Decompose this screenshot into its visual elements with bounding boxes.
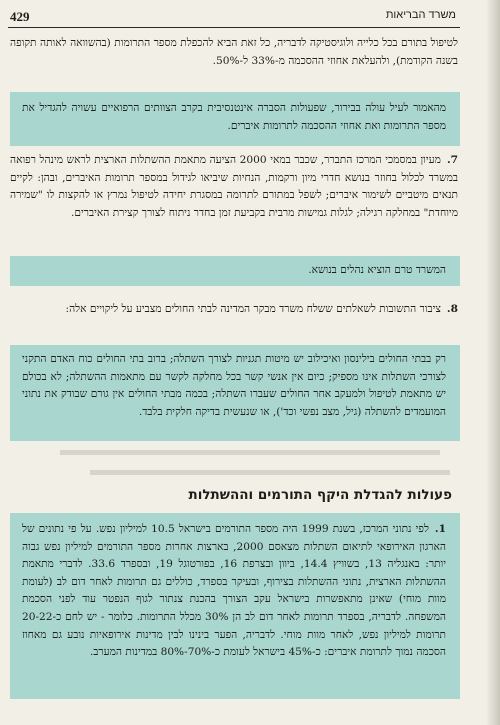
finding-7-text: מעיון במסמכי המרכז התברר, שכבר במאי 2000 הציעה מתאמת ההשתלות הארצית לראש מינהל רפואה במשרד לכלול בחוזר בנושא חדרי מיון ורקמות, הנחיות שיביאו לגידול במספר תרומות האיברים, ובהן: לקיים תנאים מיטביים לשימור איברים; לשפל במתורם לתרומה במסגרת יחידה לטיפול נמרץ או להקצות לו "שמירה מיוחדת" במחלקה רגילה; לגלות גמישות מרבית בקביעת זמן בחדר ניתוח לצורך קצירת האיברים.	[10, 154, 458, 219]
intro-paragraph: לטיפול בתורם בכל כלייה ולוגיסטיקה לדבריה, כל זאת הביא להכפלת מספר התרומות (בהשוואה לאותה תקופה בשנה הקודמת), ולהעלאת אחוזי ההסכמה מ-33% ל-50%.	[10, 37, 458, 67]
callout-box-3	[10, 345, 460, 441]
page-gutter-shadow	[486, 0, 500, 725]
callout-box-4	[10, 513, 460, 699]
callout-box-2-text: המשרד טרם הוציא נהלים בנושא.	[308, 264, 446, 276]
callout-box-3-text: רק בבתי החולים בילינסון ואיכילוב יש מיטות תגניות לצורך השתלה; ברוב בתי החולים כוח האדם התקני לצורכי השתלות אינו מספיק; כיום אין אנשי קשר בכל מחלקה לקשר עם מתאמות ההשתלה; לא בכולם יש מתאמת לטיפול ולמעקב אחר החולים שעברו השתלה; בכמה מבתי החולים אין גורם שבודק את נתוני המועמדים להשתלה (גיל, מצב נפשי וכד'), או שנעשית בדיקה חלקית בלבד.	[22, 353, 446, 418]
finding-8-text: ציבור התשובות לשאלתים ששלח משרד מבקר המדינה לבתי החולים מצביע על ליקויים אלה:	[65, 303, 441, 315]
finding-7	[10, 152, 458, 222]
finding-8-number: 8.	[446, 303, 458, 315]
running-header: משרד הבריאות	[385, 9, 456, 21]
callout-box-4-text: לפי נתוני המרכז, בשנת 1999 היה מספר התורמים בישראל 10.5 למיליון נפש. על פי נתונים של הארגון האירופאי לתיאום השתלות מצאסם 2000, בארצות אחרות מספר התורמים למיליון נפש גבוה יותר: באנגליה 13, בשוויץ 14.4, ביוון ובצרפת 16, בפורטוגל 19, ובספרד 33.6. לדברי מתאמת ההשתלות הארצית, נתוני ההשתלות בצירוף, ובעיקר בספרד, כוללים גם תרומות לאחר דום לב (לעומת מוות מוחי) שאינן מתאפשרות בישראל עקב הצורך בהכנת צנתור לגוף הנפטר עוד לפני הסכמת המשפחה. לדבריה, בספרד תרומות לאחר דום לב הן 30% מכלל התרומות. כלומר - יש לחם כ-20-22 תרומות למיליון נפש, לאחר מוות מוחי. לדבריה, הפער בינינו לבין מדינות אירופאיות נובע גם מאחוז הסכמה נמוך לתרומת איברים: כ-45% בישראל לעומת כ-70%-80% במדינות המערב.	[22, 523, 446, 659]
callout-box-1-text: מהאמור לעיל עולה בבירור, שפעולות הסברה אינטנסיבית בקרב הצוותים הרפואיים עשויה להגדיל את מספר התרומות ואת אחוזי ההסכמה לתרומות איברים.	[22, 102, 446, 132]
page-number: 429	[10, 9, 30, 24]
show-through-line	[90, 470, 450, 475]
show-through-line	[60, 450, 440, 455]
callout-box-1	[10, 92, 460, 146]
callout-box-4-number: 1.	[434, 523, 446, 535]
finding-7-number: 7.	[446, 154, 459, 166]
header-rule	[8, 27, 460, 28]
callout-box-2	[10, 256, 460, 286]
section-title: פעולות להגדלת היקף התורמים וההשתלות	[188, 487, 452, 503]
finding-8	[10, 301, 458, 319]
